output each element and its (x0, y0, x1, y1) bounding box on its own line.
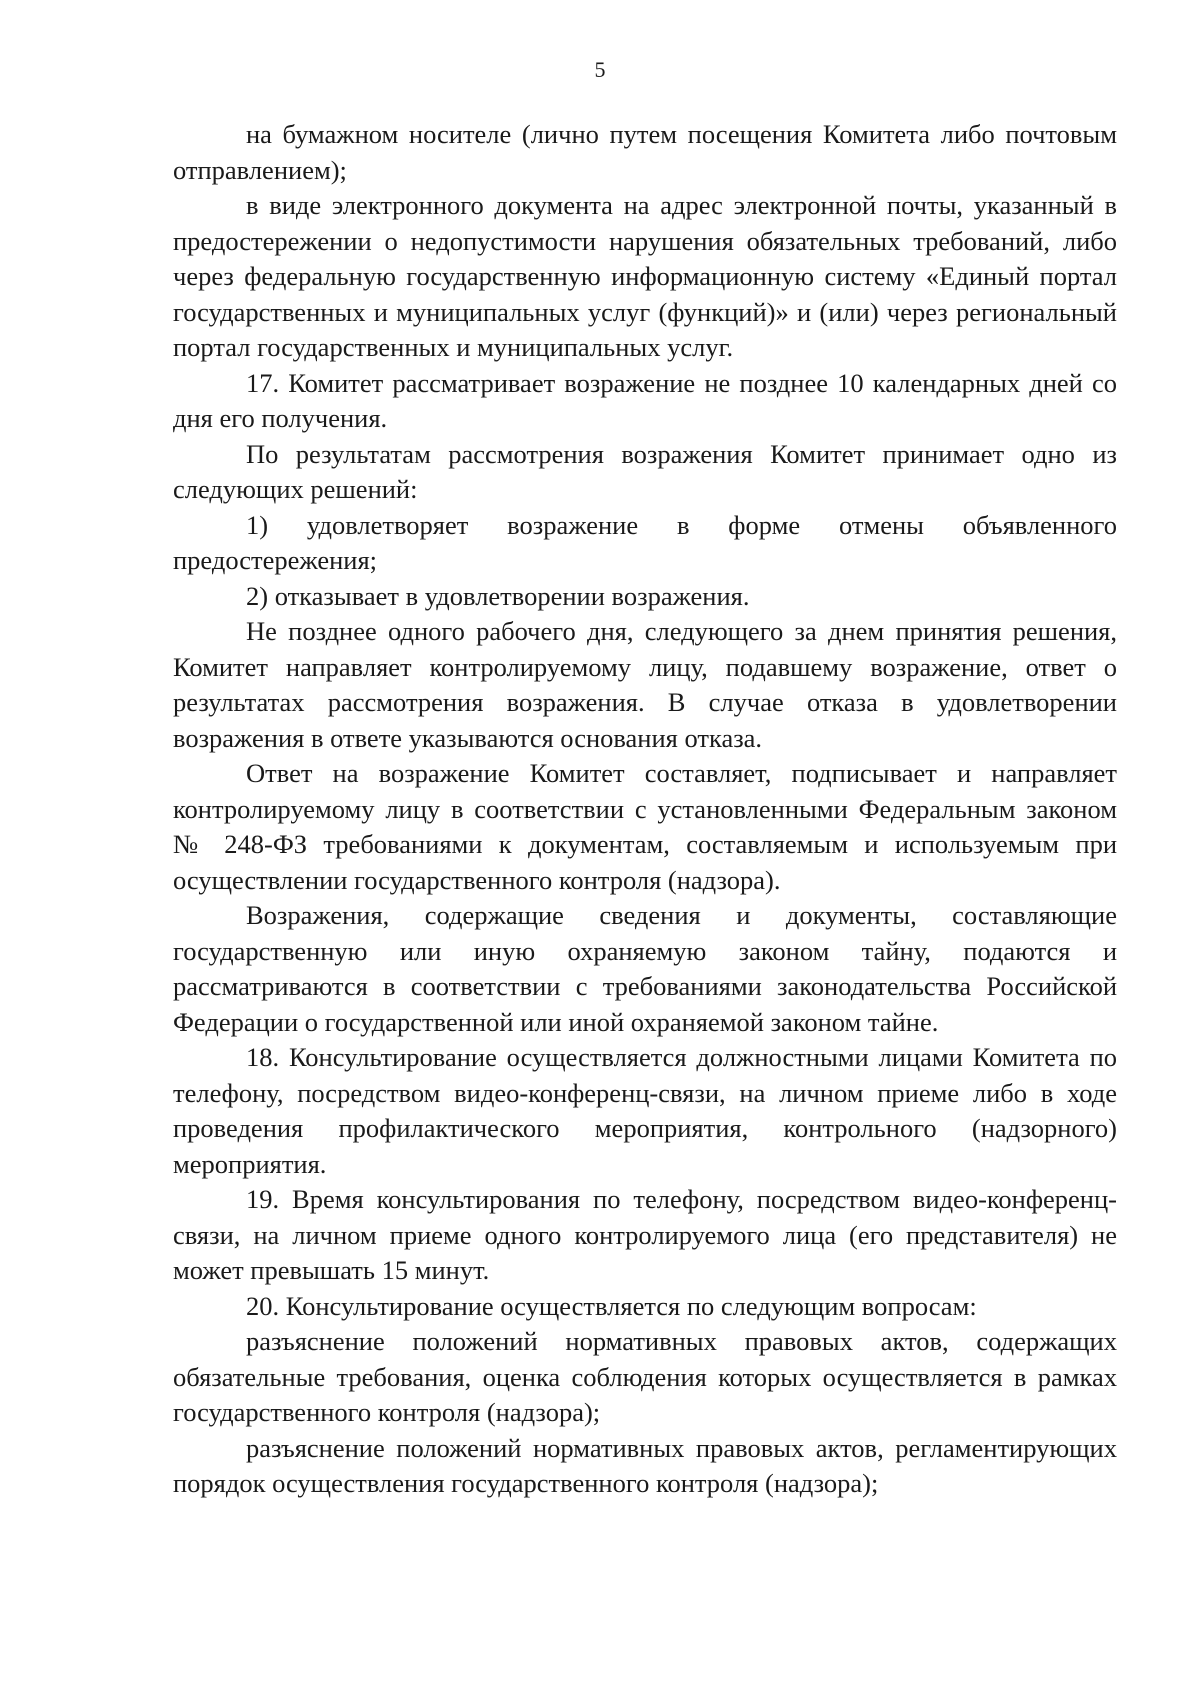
page-number: 5 (594, 57, 606, 82)
paragraph-item-19: 19. Время консультирования по телефону, посредством видео-конференц-связи, на личном приеме одного контролируемого лица (его представителя) не может превышать 15 минут. (173, 1184, 1117, 1285)
paragraph-paper-submission: на бумажном носителе (лично путем посещения Комитета либо почтовым отправлением); (173, 119, 1117, 185)
paragraph-response-drafting: Ответ на возражение Комитет составляет, подписывает и направляет контролируемому лицу в соответствии с установленными Федеральным законом № 248-ФЗ требованиями к документам, составляемым и используемым при осуществлении государственного контроля (надзора). (173, 758, 1117, 895)
paragraph-review-results: По результатам рассмотрения возражения Комитет принимает одно из следующих решений: (173, 438, 1117, 504)
paragraph-consult-topic-2: разъяснение положений нормативных правовых актов, регламентирующих порядок осуществления государственного контроля (надзора); (173, 1432, 1117, 1498)
document-body (173, 117, 1117, 1502)
paragraph-response-deadline: Не позднее одного рабочего дня, следующего за днем принятия решения, Комитет направляет контролируемому лицу, подавшему возражение, ответ о результатах рассмотрения возражения. В случае отказа в удовлетворении возражения в ответе указываются основания отказа. (173, 616, 1117, 753)
paragraph-item-17: 17. Комитет рассматривает возражение не позднее 10 календарных дней со дня его получения. (173, 367, 1117, 433)
paragraph-item-18: 18. Консультирование осуществляется должностными лицами Комитета по телефону, посредством видео-конференц-связи, на личном приеме либо в ходе проведения профилактического мероприятия, контрольного (надзорного) мероприятия. (173, 1042, 1117, 1179)
paragraph-electronic-submission: в виде электронного документа на адрес электронной почты, указанный в предостережении о недопустимости нарушения обязательных требований, либо через федеральную государственную информационную систему «Единый портал государственных и муниципальных услуг (функций)» и (или) через региональный портал государственных и муниципальных услуг. (173, 190, 1117, 362)
paragraph-consult-topic-1: разъяснение положений нормативных правовых актов, содержащих обязательные требования, оценка соблюдения которых осуществляется в рамках государственного контроля (надзора); (173, 1326, 1117, 1427)
paragraph-secret-information: Возражения, содержащие сведения и документы, составляющие государственную или иную охраняемую законом тайну, подаются и рассматриваются в соответствии с требованиями законодательства Российской Федерации о государственной или иной охраняемой законом тайне. (173, 900, 1117, 1037)
paragraph-decision-2: 2) отказывает в удовлетворении возражения. (246, 580, 750, 611)
paragraph-item-20: 20. Консультирование осуществляется по следующим вопросам: (246, 1290, 977, 1321)
paragraph-decision-1: 1) удовлетворяет возражение в форме отмены объявленного предостережения; (173, 509, 1117, 575)
